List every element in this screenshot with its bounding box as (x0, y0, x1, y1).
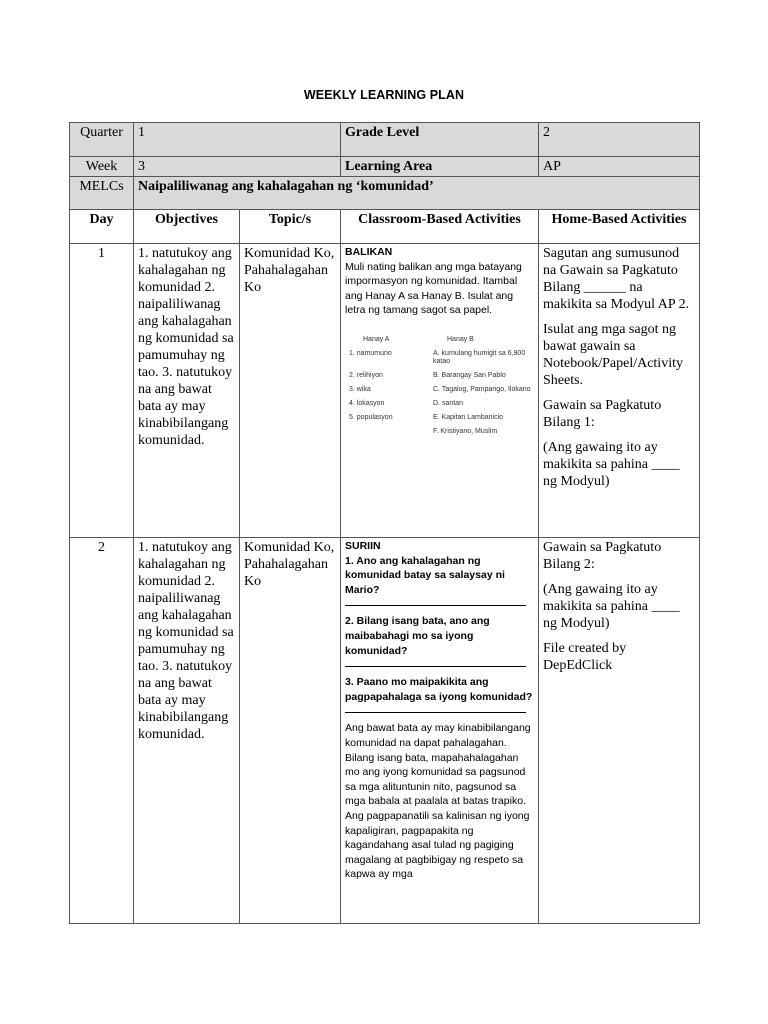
hanay-b-item: E. Kapitan Lambanicio (433, 413, 504, 421)
activity-label: SURIIN (345, 540, 381, 552)
week-row (70, 157, 700, 177)
hanay-a-title: Hanay A (363, 335, 390, 343)
objectives-cell: 1. natutukoy ang kahalagahan ng komunidad 2. naipaliliwanag ang kahalagahan ng komunidad sa pamumuhay ng tao. 3. natutukoy na ang bawat bata ay may kinabibilangang komunidad. (134, 538, 240, 924)
question: 1. Ano ang kahalagahan ng komunidad batay sa salaysay ni Mario? (345, 554, 505, 596)
grade-level-value: 2 (539, 123, 700, 157)
hanay-b-item: A. kumulang humigit sa 6,900 katao (433, 349, 526, 365)
home-activity-text: Sagutan ang sumusunod na Gawain sa Pagkatuto Bilang ______ na makikita sa Modyul AP 2. (543, 246, 690, 312)
page-title: WEEKLY LEARNING PLAN (303, 88, 465, 102)
home-activity-text: Gawain sa Pagkatuto Bilang 2: (543, 540, 662, 572)
melcs-value: Naipaliliwanag ang kahalagahan ng ‘komunidad’ (134, 177, 700, 210)
hanay-a-item (349, 428, 433, 436)
header-home-activities: Home-Based Activities (539, 210, 700, 244)
week-value: 3 (134, 157, 341, 177)
answer-line (345, 704, 526, 713)
hanay-a-item: 3. wika (349, 385, 371, 393)
header-objectives: Objectives (134, 210, 240, 244)
topic-cell: Komunidad Ko, Pahahalagahan Ko (240, 244, 341, 538)
classroom-activities-cell (341, 244, 539, 538)
matching-exercise (349, 336, 534, 436)
learning-area-label: Learning Area (341, 157, 539, 177)
week-label: Week (70, 157, 134, 177)
hanay-b-item: F. Kristiyano, Muslim (433, 427, 498, 435)
home-activities-cell (539, 244, 700, 538)
learning-plan-table (69, 122, 700, 924)
hanay-a-item: 2. relihiyon (349, 371, 383, 379)
learning-area-value: AP (539, 157, 700, 177)
header-topics: Topic/s (240, 210, 341, 244)
answer-line (345, 597, 526, 606)
home-activities-cell (539, 538, 700, 924)
quarter-value: 1 (134, 123, 341, 157)
question: 3. Paano mo maipakikita ang pagpapahalaga sa iyong komunidad? (345, 676, 533, 703)
hanay-b-item: B. Barangay San Pablo (433, 371, 506, 379)
home-activity-text: (Ang gawaing ito ay makikita sa pahina ____ ng Modyul) (543, 440, 680, 489)
hanay-a-item: 4. lokasyon (349, 399, 385, 407)
answer-line (345, 658, 526, 667)
topic-cell: Komunidad Ko, Pahahalagahan Ko (240, 538, 341, 924)
home-activity-text: Isulat ang mga sagot ng bawat gawain sa Notebook/Papel/Activity Sheets. (543, 322, 683, 388)
home-activity-text: (Ang gawaing ito ay makikita sa pahina ____ ng Modyul) (543, 582, 680, 631)
hanay-b-item: C. Tagalog, Pampango, Ilokano (433, 385, 531, 393)
home-activity-text: Gawain sa Pagkatuto Bilang 1: (543, 398, 662, 430)
activity-reading-text: Ang bawat bata ay may kinabibilangang komunidad na dapat pahalagahan. Bilang isang bata, mapahahalagahan mo ang iyong komunidad sa pagsunod sa mga alituntunin nito, pagsunod sa mga babala at paalala at batas trapiko. Ang pagpapanatili sa kalinisan ng iyong kapaligiran, pagpapakita ng kagandahang asal tulad ng pagiging magalang at pagbibigay ng respeto sa kapwa ay mga (345, 722, 531, 881)
header-classroom-activities: Classroom-Based Activities (341, 210, 539, 244)
table-row (70, 538, 700, 924)
header-day: Day (70, 210, 134, 244)
activity-label: BALIKAN (345, 246, 393, 258)
classroom-activities-cell (341, 538, 539, 924)
grade-level-label: Grade Level (341, 123, 539, 157)
melcs-row (70, 177, 700, 210)
file-credit-text: File created by DepEdClick (543, 641, 627, 673)
hanay-b-title: Hanay B (447, 335, 474, 343)
objectives-cell: 1. natutukoy ang kahalagahan ng komunidad 2. naipaliliwanag ang kahalagahan ng komunidad sa pamumuhay ng tao. 3. natutukoy na ang bawat bata ay may kinabibilangang komunidad. (134, 244, 240, 538)
quarter-label: Quarter (70, 123, 134, 157)
day-cell: 2 (70, 538, 134, 924)
melcs-label: MELCs (70, 177, 134, 210)
hanay-a-item: 1. namumuno (349, 349, 392, 357)
activity-instructions: Muli nating balikan ang mga batayang impormasyon ng komunidad. Itambal ang Hanay A sa Hanay B. Isulat ang letra ng tamang sagot sa papel. (345, 260, 522, 317)
question: 2. Bilang isang bata, ano ang maibabahagi mo sa iyong komunidad? (345, 615, 490, 657)
column-header-row (70, 210, 700, 244)
quarter-row (70, 123, 700, 157)
day-cell: 1 (70, 244, 134, 538)
table-row (70, 244, 700, 538)
hanay-a-item: 5. populasyon (349, 413, 393, 421)
hanay-b-item: D. santan (433, 399, 463, 407)
